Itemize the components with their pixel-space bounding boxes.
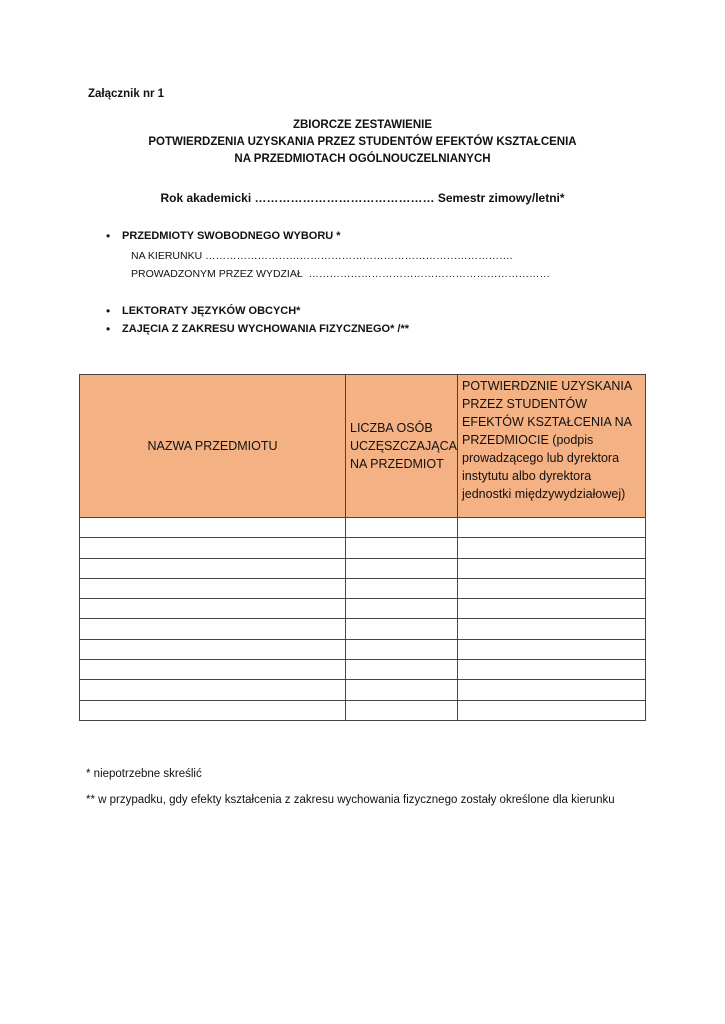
table-row xyxy=(80,518,646,538)
name-cell[interactable] xyxy=(80,538,346,558)
bullet-list-2 xyxy=(106,304,409,340)
count-cell[interactable] xyxy=(346,518,458,538)
signature-cell[interactable] xyxy=(458,518,646,538)
signature-cell[interactable] xyxy=(458,700,646,720)
bullet-item-pe xyxy=(106,322,409,340)
name-cell[interactable] xyxy=(80,660,346,680)
sub-line-major xyxy=(106,247,550,265)
title-line-2: POTWIERDZENIA UZYSKANIA PRZEZ STUDENTÓW EFEKTÓW KSZTAŁCENIA xyxy=(148,136,577,148)
count-cell[interactable] xyxy=(346,639,458,659)
column-header-count: LICZBA OSÓB UCZĘSZCZAJĄCA NA PRZEDMIOT xyxy=(346,375,458,518)
name-cell[interactable] xyxy=(80,619,346,639)
sub-line-faculty xyxy=(106,265,550,283)
table-row xyxy=(80,700,646,720)
signature-cell[interactable] xyxy=(458,558,646,578)
table-row xyxy=(80,680,646,700)
count-cell[interactable] xyxy=(346,680,458,700)
table-row xyxy=(80,599,646,619)
column-header-confirmation: POTWIERDZNIE UZYSKANIA PRZEZ STUDENTÓW EFEKTÓW KSZTAŁCENIA NA PRZEDMIOCIE (podpis prowadzącego lub dyrektora instytutu albo dyrektora jednostki międzywydziałowej) xyxy=(458,375,646,518)
count-cell[interactable] xyxy=(346,619,458,639)
count-cell[interactable] xyxy=(346,558,458,578)
signature-cell[interactable] xyxy=(458,578,646,598)
count-cell[interactable] xyxy=(346,599,458,619)
signature-cell[interactable] xyxy=(458,680,646,700)
signature-cell[interactable] xyxy=(458,639,646,659)
annex-label: Załącznik nr 1 xyxy=(88,88,165,100)
academic-year-line: Rok akademicki ……………………………………… Semestr zimowy/letni* xyxy=(160,191,565,205)
sub-text: PROWADZONYM PRZEZ WYDZIAŁ …………………………………………………………… xyxy=(131,268,551,280)
sub-text: NA KIERUNKU ……………………………………………………………………………. xyxy=(131,250,513,262)
name-cell[interactable] xyxy=(80,639,346,659)
name-cell[interactable] xyxy=(80,700,346,720)
table-row xyxy=(80,578,646,598)
column-header-name: NAZWA PRZEDMIOTU xyxy=(80,375,346,518)
table-header-row xyxy=(80,375,646,518)
signature-cell[interactable] xyxy=(458,599,646,619)
count-cell[interactable] xyxy=(346,700,458,720)
table-row xyxy=(80,558,646,578)
table-row xyxy=(80,639,646,659)
count-cell[interactable] xyxy=(346,538,458,558)
bullet-icon: • xyxy=(106,304,111,318)
table-row xyxy=(80,619,646,639)
title-line-1: ZBIORCZE ZESTAWIENIE xyxy=(292,119,433,131)
name-cell[interactable] xyxy=(80,518,346,538)
bullet-icon: • xyxy=(106,322,111,336)
bullet-item-elective xyxy=(106,229,550,247)
name-cell[interactable] xyxy=(80,558,346,578)
title-line-3: NA PRZEDMIOTACH OGÓLNOUCZELNIANYCH xyxy=(234,153,491,165)
count-cell[interactable] xyxy=(346,578,458,598)
table-row xyxy=(80,660,646,680)
bullet-text: ZAJĘCIA Z ZAKRESU WYCHOWANIA FIZYCZNEGO* /** xyxy=(122,323,410,335)
footnote-2: ** w przypadku, gdy efekty kształcenia z zakresu wychowania fizycznego zostały określone dla kierunku xyxy=(86,794,615,806)
table-body xyxy=(80,518,646,721)
signature-cell[interactable] xyxy=(458,538,646,558)
footnote-1: * niepotrzebne skreślić xyxy=(86,768,202,780)
summary-table xyxy=(79,374,646,721)
bullet-list-1 xyxy=(106,229,550,283)
signature-cell[interactable] xyxy=(458,660,646,680)
bullet-text: PRZEDMIOTY SWOBODNEGO WYBORU * xyxy=(122,230,341,242)
bullet-item-languages xyxy=(106,304,409,322)
name-cell[interactable] xyxy=(80,680,346,700)
table-row xyxy=(80,538,646,558)
bullet-icon: • xyxy=(106,229,111,243)
document-title xyxy=(0,117,725,168)
name-cell[interactable] xyxy=(80,578,346,598)
bullet-text: LEKTORATY JĘZYKÓW OBCYCH* xyxy=(122,305,301,317)
signature-cell[interactable] xyxy=(458,619,646,639)
count-cell[interactable] xyxy=(346,660,458,680)
name-cell[interactable] xyxy=(80,599,346,619)
